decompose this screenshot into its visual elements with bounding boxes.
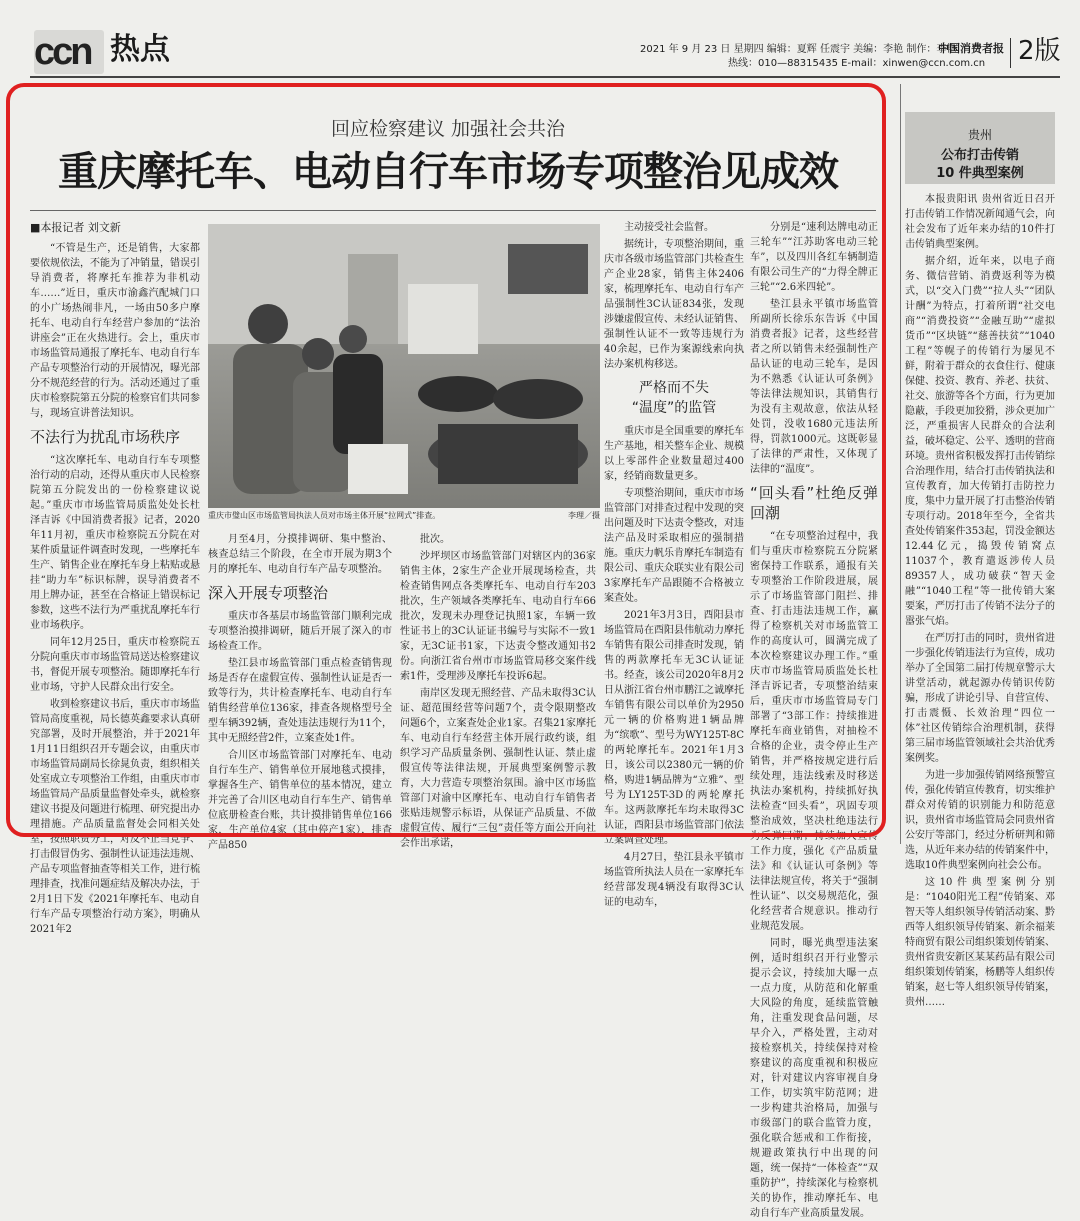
paragraph: 重庆市是全国重要的摩托车生产基地，相关整车企业、规模以上零部件企业数量超过400家，经销商数量更多。 bbox=[604, 426, 744, 482]
article-column-2 bbox=[208, 532, 392, 851]
subheading-line-1: 严格而不失 bbox=[639, 380, 709, 396]
article-column-3 bbox=[400, 532, 596, 849]
byline: ■本报记者 刘文新 bbox=[30, 221, 121, 234]
subheading: “回头看”杜绝反弹回潮 bbox=[750, 484, 878, 522]
paragraph: 专项整治期间，重庆市市场监管部门对排查过程中发现的突出问题及时下达责令整改，对违法产品及时采取相应的强制措施。重庆力帆乐肯摩托车制造有限公司、重庆众联实业有限公司3家摩托车产品跟随不合格被立案查处。 bbox=[604, 488, 744, 604]
sidebar-title-line-1: 公布打击传销 bbox=[940, 148, 1019, 163]
paragraph: 合川区市场监管部门对摩托车、电动自行车生产、销售单位开展地毯式摸排，掌握各生产、销售单位的基本情况，建立并完善了合川区电动自行车生产、销售单位底册检查台账，共计摸排销售单位166家，生产单位4家（其中停产1家），排查产品850 bbox=[208, 750, 392, 851]
paragraph: 为进一步加强传销网络预警宣传，强化传销宣传教育，切实维护群众对传销的识别能力和防范意识，贵州省市场监管局会同贵州省公安厅等部门，经过分析研判和筛选，从近年来办结的传销案件中，选取10件典型案例向社会公布。 bbox=[905, 770, 1055, 871]
paragraph: 分别是“速利达牌电动正三轮车”“江苏助客电动三轮车”，以及四川各红车辆制造有限公司生产的“力得全牌正三轮”“2.6米四轮”。 bbox=[750, 222, 878, 293]
paragraph: 在严厉打击的同时，贵州省进一步强化传销违法行为宣传，成功举办了全国第二届打传规章警示大讲堂活动，就起源办传销识传防骗，形成了讲论引导、自营宣传、打击震慑、长效治理“四位一体”社区传销综合治理机制，获得第三届市场监管领域社会共治优秀案例奖。 bbox=[905, 633, 1055, 764]
article-column-4 bbox=[604, 220, 744, 908]
section-title: 热点 bbox=[110, 32, 170, 67]
paragraph: 南岸区发现无照经营、产品未取得3C认证、超范围经营等问题7个，责令限期整改问题6个，立案查处企业1家。召集21家摩托车、电动自行车经营主体开展行政约谈，组织学习产品质量条例、强制性认证、禁止虚假宣传等法律法规，开展典型案例警示教育，大力营造专项整治氛围。渝中区市场监管部门对渝中区摩托车、电动自行车销售者张贴违规警示标语，从保证产品质量、不做虚假宣传、履行“三包”责任等方面公开向社会作出承诺， bbox=[400, 688, 596, 849]
paragraph: 沙坪坝区市场监管部门对辖区内的36家销售主体，2家生产企业开展现场检查，共检查销售网点各类摩托车、电动自行车203批次，生产领域各类摩托车、电动自行车66批次，发现未办理登记执照1家，车辆一致性证书上的3C认证证书编号与实际不一致1家，无3C证书1家，下达责令整改通知书2份。向浙江省台州市市场监管局移交案件线索1件，受理涉及摩托车投诉6起。 bbox=[400, 551, 596, 682]
newspaper-brand: 中国消费者报 bbox=[938, 42, 1004, 55]
paragraph: 收到检察建议书后，重庆市市场监管局高度重视，局长德英鑫要求认真研究部署，及时开展整治，并于2021年1月11日组织召开专题会议，由重庆市市场监管局副局长徐晁负责，组织相关处室成立专项整治工作组，由重庆市市场监管局产品质量监督处牵头，就检察建议书提及问题进行梳理、研究提出办理措施。产品质量监督处会同相关处室，按照职责分工，对反不正当竞争、打击假冒伪劣、强制性认证违法违规、产品专项监督抽查等相关工作，进行梳理排查，找准问题症结及解决办法，于2月1日下发《2021年摩托车、电动自行车产品专项整治行动方案》，明确从2021年2 bbox=[30, 699, 200, 935]
date-editor-line: 2021 年 9 月 23 日 星期四 编辑：夏辉 任震宇 美编：李艳 制作：李艳 bbox=[640, 44, 957, 55]
paragraph: 主动接受社会监督。 bbox=[624, 222, 714, 233]
paragraph: 重庆市各基层市场监管部门顺利完成专项整治摸排调研，随后开展了深入的市场检查工作。 bbox=[208, 611, 392, 652]
article-column-1 bbox=[30, 220, 200, 935]
page-number: 2版 bbox=[1018, 36, 1061, 66]
headline-rule bbox=[30, 210, 876, 211]
article-column-5 bbox=[750, 220, 878, 1219]
page-divider bbox=[1010, 38, 1011, 68]
paragraph: “不管是生产，还是销售，大家都要依规依法，不能为了冲销量，错误引导消费者，将摩托车推荐为非机动车……”近日，重庆市渝鑫汽配城门口的小广场热闹非凡，一场由50多户摩托车、电动自行车经营户参加的“法治讲座会”正在火热进行。会上，重庆市市场监管局通报了摩托车、电动自行车产品专项整治行动的开展情况，曝光部分不规范经营的行为。活动还通过了重庆市检察院第五分院的检察官们共同参与，现场宣讲普法知识。 bbox=[30, 243, 200, 419]
paragraph: 批次。 bbox=[420, 534, 450, 545]
paragraph: 据统计，专项整治期间，重庆市各级市场监管部门共检查生产企业28家，销售主体2406家，梳理摩托车、电动自行车产品强制性3C认证834张，发现涉嫌虚假宣传、未经认证销售、强制性认证不一致等违规行为40余起，已作为案源线索向执法办案机构移送。 bbox=[604, 239, 744, 370]
news-photo bbox=[208, 224, 600, 508]
photo-caption: 重庆市璧山区市场监管局执法人员对市场主体开展“拉网式”排查。 bbox=[208, 511, 441, 520]
photo-caption-row bbox=[208, 510, 600, 522]
paragraph: “在专项整治过程中，我们与重庆市检察院五分院紧密保持工作联系，通报有关专项整治工作阶段进展，展示了市场监管部门阻拦、排查、打击违法违规工作，赢得了检察机关对市场监管工作的高度认可，圆满完成了本次检察建议办理工作。”重庆市市场监管局质监处长杜泽吉诉记者，专项整治结束后，重庆市市场监管局专门部署了“3部工作：持续推进摩托车商业销售，对抽检不合格的企业，责令停止生产销售，并严格按规定进行后续处理，违法线索及时移送执法办案机构，持续抓好执法检查“回头看”，巩固专项整治成效，坚决杜绝违法行为反弹回潮；持续加大宣传工作力度，强化《产品质量法》和《认证认可条例》等法律法规宣传，将关于“强制性认证”、以交易规范化，强化经营者合规意识。推动行业规范发展。 bbox=[750, 531, 878, 932]
paragraph: 4月27日，垫江县永平镇市场监管所执法人员在一家摩托车经营部发现4辆没有取得3C认证的电动车， bbox=[604, 852, 744, 908]
paragraph: 同时，曝光典型违法案例，适时组织召开行业警示提示会议，持续加大曝一点一点力度，从防范和化解重大风险的角度，延续监管触角，注重发现食品问题，尽早介入，严格处置，主动对接检察机关，持续保持对检察建议的高度重视和积极应对，针对建议内容审视自身工作，切实筑牢防范网；进一步构建共治格局，加强与市级部门的联合监管力度，强化联合惩戒和工作衔接，规避政策执行中出现的问题，统一保持“一体检查”“双重防护”，持续深化与检察机关的协作，推动摩托车、电动自行车产业高质量发展。 bbox=[750, 938, 878, 1219]
paragraph: 同年12月25日，重庆市检察院五分院向重庆市市场监管局送达检察建议书，督促开展专项整治。随即摩托车行业市场，守护人民群众出行安全。 bbox=[30, 637, 200, 693]
subheading: 不法行为扰乱市场秩序 bbox=[30, 428, 181, 446]
sidebar-article bbox=[905, 192, 1055, 1008]
article-kicker: 回应检察建议 加强社会共治 bbox=[330, 118, 566, 140]
publication-logo: ccn bbox=[34, 31, 91, 73]
paragraph: 月至4月，分摸排调研、集中整治、核查总结三个阶段，在全市开展为期3个月的摩托车、电动自行车产品专项整治。 bbox=[208, 534, 392, 575]
contact-line: 热线：010—88315435 E-mail：xinwen@ccn.com.cn bbox=[728, 58, 986, 69]
sidebar-rule bbox=[900, 84, 901, 844]
photo-credit: 李理／摄 bbox=[568, 511, 600, 520]
paragraph: 垫江县永平镇市场监管所副所长徐乐东告诉《中国消费者报》记者，这些经营者之所以销售未经强制性产品认证的电动三轮车，是因为不熟悉《认证认可条例》等法律法规知识，其销售行为没有主观故意，依法从轻处罚，没收1680元违法所得，罚款1000元。这既彰显了法律的严肃性，又体现了法律的“温度”。 bbox=[750, 299, 878, 475]
sidebar-region: 贵州 bbox=[967, 128, 992, 142]
paragraph: 本报贵阳讯 贵州省近日召开打击传销工作情况新闻通气会，向社会发布了近年来办结的10件打击传销典型案例。 bbox=[905, 194, 1055, 250]
sidebar-title-line-2: 10 件典型案例 bbox=[936, 166, 1024, 181]
paragraph: 2021年3月3日，酉阳县市场监管局在酉阳县伟航动力摩托车销售有限公司排查时发现，销售的两款摩托车无3C认证证书。经查，该公司2020年8月2日从浙江省台州市鹏江之诚摩托车销售有限公司以单价为2950元一辆的价格购进1辆品牌为“缤歌”、型号为WY125T-8C的两轮摩托车。2021年1月3日，该公司以2380元一辆的价格，购进1辆品牌为“立雅”、型号为LY125T-3D的两轮摩托车。这两款摩托车均未取得3C认证，酉阳县市场监管部门依法立案调查处理。 bbox=[604, 610, 744, 846]
paragraph: “这次摩托车、电动自行车专项整治行动的启动，还得从重庆市人民检察院第五分院发出的一份检察建议说起。”重庆市市场监管局质监处处长杜泽吉诉《中国消费者报》记者，2020年11月初，重庆市检察院五分院在对某件质量证件调查时发现，一些摩托车生产、销售企业在摩托车身上粘贴或悬挂“助力车”标识标牌，误导消费者不用上牌办证，甚至在合格证上错误标记参数，这些不法行为严重扰乱摩托车行业市场秩序。 bbox=[30, 455, 200, 631]
photo-illustration bbox=[208, 224, 600, 508]
article-headline: 重庆摩托车、电动自行车市场专项整治见成效 bbox=[58, 149, 838, 195]
masthead-rule bbox=[30, 76, 1060, 78]
subheading-block bbox=[604, 378, 744, 418]
paragraph: 这10件典型案例分别是：“1040阳光工程”传销案、邓智天等人组织领导传销活动案、黔西等人组织领导传销案、新余福莱特商贸有限公司组织策划传销案、贵州省贵安新区某某药品有限公司组织策划传销案，杨鹏等人组织传销案，赵七等人组织领导传销案，贵州…… bbox=[905, 877, 1055, 1008]
subheading-line-2: “温度”的监管 bbox=[631, 400, 717, 416]
paragraph: 垫江县市场监管部门重点检查销售现场是否存在虚假宣传、强制性认证是否一致等行为，共计检查摩托车、电动自行车销售经营单位136家，排查各规格型号全型车辆392辆，查处违法违规行为11个，其中无照经营2件，立案查处1件。 bbox=[208, 658, 392, 744]
paragraph: 据介绍，近年来，以电子商务、微信营销、消费返利等为模式，以“交入门费”“拉人头”“团队计酬”为特点，打着所谓“社交电商”“消费投资”“金融互助”“虚拟货币”“区块链”“慈善扶贫”“1040工程”等幌子的传销行为屡见不鲜，附着于群众的衣食住行、健康保健、投资、教育、养老、扶贫、社交、旅游等各个方面，行为更加隐蔽，手段更加狡猾，涉众更加广泛，严重损害人民群众的合法利益，破坏稳定、公平、透明的营商环境。贵州省积极发挥打击传销综合治理作用，结合打击传销执法和宣传教育，加大传销打击防控力度，集中力量开展了打击整治传销专项行动。2018年至今，全省共查处传销案件353起，罚没金额达12.44亿元，捣毁传销窝点11037个，教育遣返涉传人员89357人，成功破获“智天金融”“1040工程”等一批传销大案要案，严厉打击了传销不法分子的嚣张气焰。 bbox=[905, 256, 1055, 627]
subheading: 深入开展专项整治 bbox=[208, 584, 329, 602]
